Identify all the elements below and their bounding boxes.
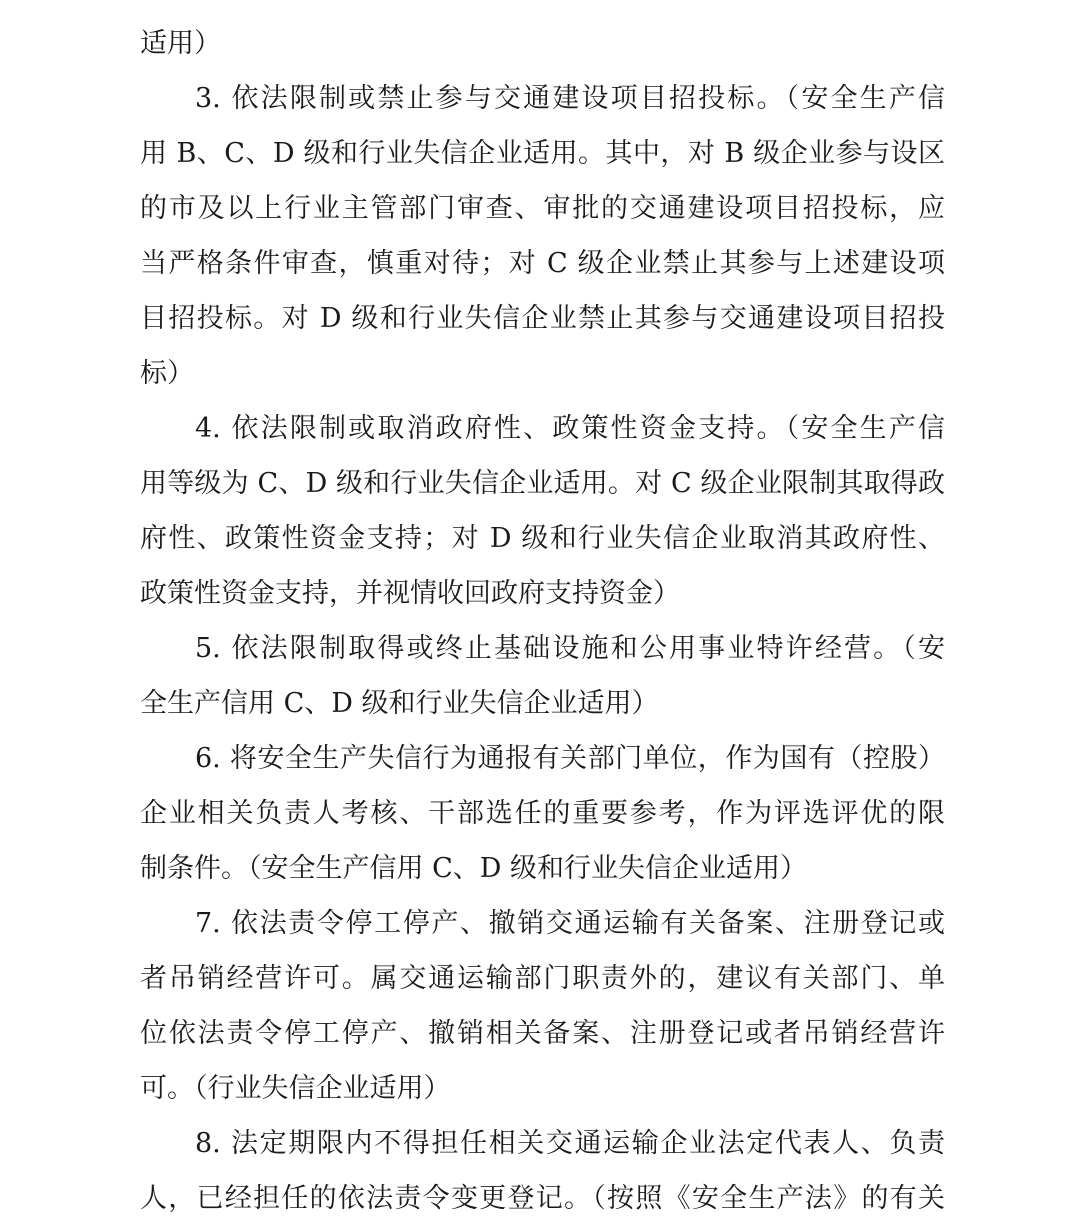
text-line: 用等级为 C、D 级和行业失信企业适用。对 C 级企业限制其取得政 [140,468,945,499]
paragraph-5-first-line: 5. 依法限制取得或终止基础设施和公用事业特许经营。（安 [195,633,945,664]
text-line: 的市及以上行业主管部门审查、审批的交通建设项目招投标，应 [140,193,945,224]
text-line: 标） [140,358,194,389]
text-line: 全生产信用 C、D 级和行业失信企业适用） [140,688,659,719]
text-line: 者吊销经营许可。属交通运输部门职责外的，建议有关部门、单 [140,963,945,994]
text-line: 当严格条件审查，慎重对待；对 C 级企业禁止其参与上述建设项 [140,248,945,279]
text-line: 用 B、C、D 级和行业失信企业适用。其中，对 B 级企业参与设区 [140,138,945,169]
text-line: 企业相关负责人考核、干部选任的重要参考，作为评选评优的限 [140,798,945,829]
text-line: 政策性资金支持，并视情收回政府支持资金） [140,578,680,609]
paragraph-7-first-line: 7. 依法责令停工停产、撤销交通运输有关备案、注册登记或 [195,908,945,939]
text-line: 可。（行业失信企业适用） [140,1073,451,1104]
text-line: 人，已经担任的依法责令变更登记。（按照《安全生产法》的有关 [140,1183,945,1214]
text-line: 位依法责令停工停产、撤销相关备案、注册登记或者吊销经营许 [140,1018,945,1049]
paragraph-6-first-line: 6. 将安全生产失信行为通报有关部门单位，作为国有（控股） [195,743,945,774]
text-line: 府性、政策性资金支持；对 D 级和行业失信企业取消其政府性、 [140,523,945,554]
paragraph-8-first-line: 8. 法定期限内不得担任相关交通运输企业法定代表人、负责 [195,1128,945,1159]
text-line: 目招投标。对 D 级和行业失信企业禁止其参与交通建设项目招投 [140,303,945,334]
paragraph-4-first-line: 4. 依法限制或取消政府性、政策性资金支持。（安全生产信 [195,413,945,444]
text-line: 适用） [140,28,221,59]
paragraph-3-first-line: 3. 依法限制或禁止参与交通建设项目招投标。（安全生产信 [195,83,945,114]
text-line: 制条件。（安全生产信用 C、D 级和行业失信企业适用） [140,853,807,884]
